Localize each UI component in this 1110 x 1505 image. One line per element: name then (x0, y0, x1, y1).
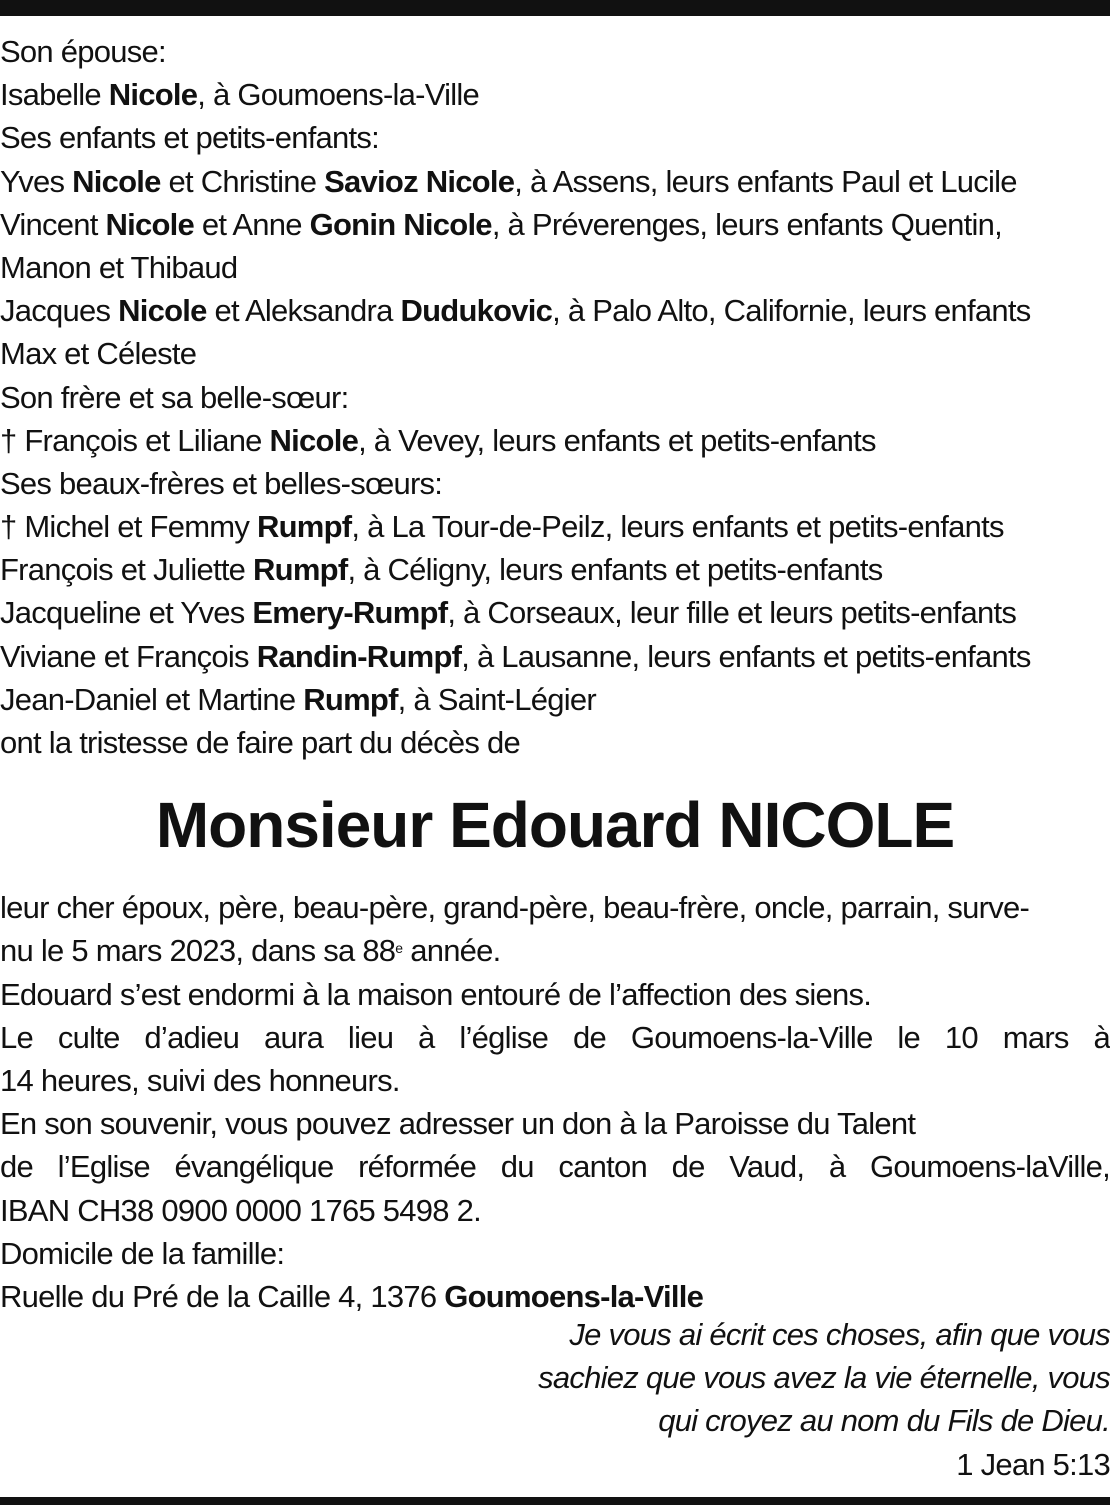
family-line: Yves Nicole et Christine Savioz Nicole, à Assens, leurs enfants Paul et Lucile (0, 163, 1017, 199)
body-line: de l’Eglise évangélique réformée du canton de Vaud, à Goumoens-laVille, (0, 1149, 1110, 1185)
verse-line: sachiez que vous avez la vie éternelle, vous (538, 1360, 1110, 1396)
body-line: En son souvenir, vous pouvez adresser un don à la Paroisse du Talent (0, 1106, 916, 1142)
verse-line: qui croyez au nom du Fils de Dieu. (658, 1403, 1110, 1439)
family-line: Viviane et François Randin-Rumpf, à Lausanne, leurs enfants et petits-enfants (0, 638, 1031, 674)
family-line: Manon et Thibaud (0, 249, 238, 285)
announcement-line: ont la tristesse de faire part du décès de (0, 725, 520, 760)
body-line: Edouard s’est endormi à la maison entouré de l’affection des siens. (0, 976, 872, 1012)
family-line: Jean-Daniel et Martine Rumpf, à Saint-Légier (0, 681, 596, 717)
body-line: Domicile de la famille: (0, 1235, 285, 1271)
family-line: Son frère et sa belle-sœur: (0, 379, 349, 415)
body-line: IBAN CH38 0900 0000 1765 5498 2. (0, 1192, 481, 1228)
verse-reference: 1 Jean 5:13 (956, 1446, 1110, 1482)
family-line: Ses enfants et petits-enfants: (0, 120, 380, 156)
bible-verse (410, 1313, 1110, 1486)
family-line: Jacqueline et Yves Emery-Rumpf, à Corseaux, leur fille et leurs petits-enfants (0, 595, 1017, 631)
top-rule (0, 0, 1110, 16)
family-address: Ruelle du Pré de la Caille 4, 1376 Goumoens-la-Ville (0, 1278, 704, 1314)
family-line: Son épouse: (0, 34, 166, 69)
deceased-name-heading: Monsieur Edouard NICOLE (155, 789, 955, 862)
obituary-text (0, 30, 1110, 1318)
family-line: Isabelle Nicole, à Goumoens-la-Ville (0, 77, 480, 113)
family-line: † François et Liliane Nicole, à Vevey, leurs enfants et petits-enfants (0, 422, 876, 458)
family-line: Ses beaux-frères et belles-sœurs: (0, 465, 443, 501)
body-line: 14 heures, suivi des honneurs. (0, 1062, 400, 1098)
body-line: nu le 5 mars 2023, dans sa 88e année. (0, 933, 501, 969)
family-line: Vincent Nicole et Anne Gonin Nicole, à Préverenges, leurs enfants Quentin, (0, 206, 1002, 242)
body-line: leur cher époux, père, beau-père, grand-père, beau-frère, oncle, parrain, surve- (0, 890, 1030, 926)
bottom-rule (0, 1497, 1110, 1505)
family-line: Max et Céleste (0, 336, 197, 372)
family-line: † Michel et Femmy Rumpf, à La Tour-de-Peilz, leurs enfants et petits-enfants (0, 509, 1004, 545)
verse-line: Je vous ai écrit ces choses, afin que vous (569, 1317, 1110, 1352)
family-line: François et Juliette Rumpf, à Céligny, leurs enfants et petits-enfants (0, 552, 883, 588)
body-line: Le culte d’adieu aura lieu à l’église de Goumoens-la-Ville le 10 mars à (0, 1019, 1110, 1055)
family-line: Jacques Nicole et Aleksandra Dudukovic, à Palo Alto, Californie, leurs enfants (0, 293, 1031, 329)
